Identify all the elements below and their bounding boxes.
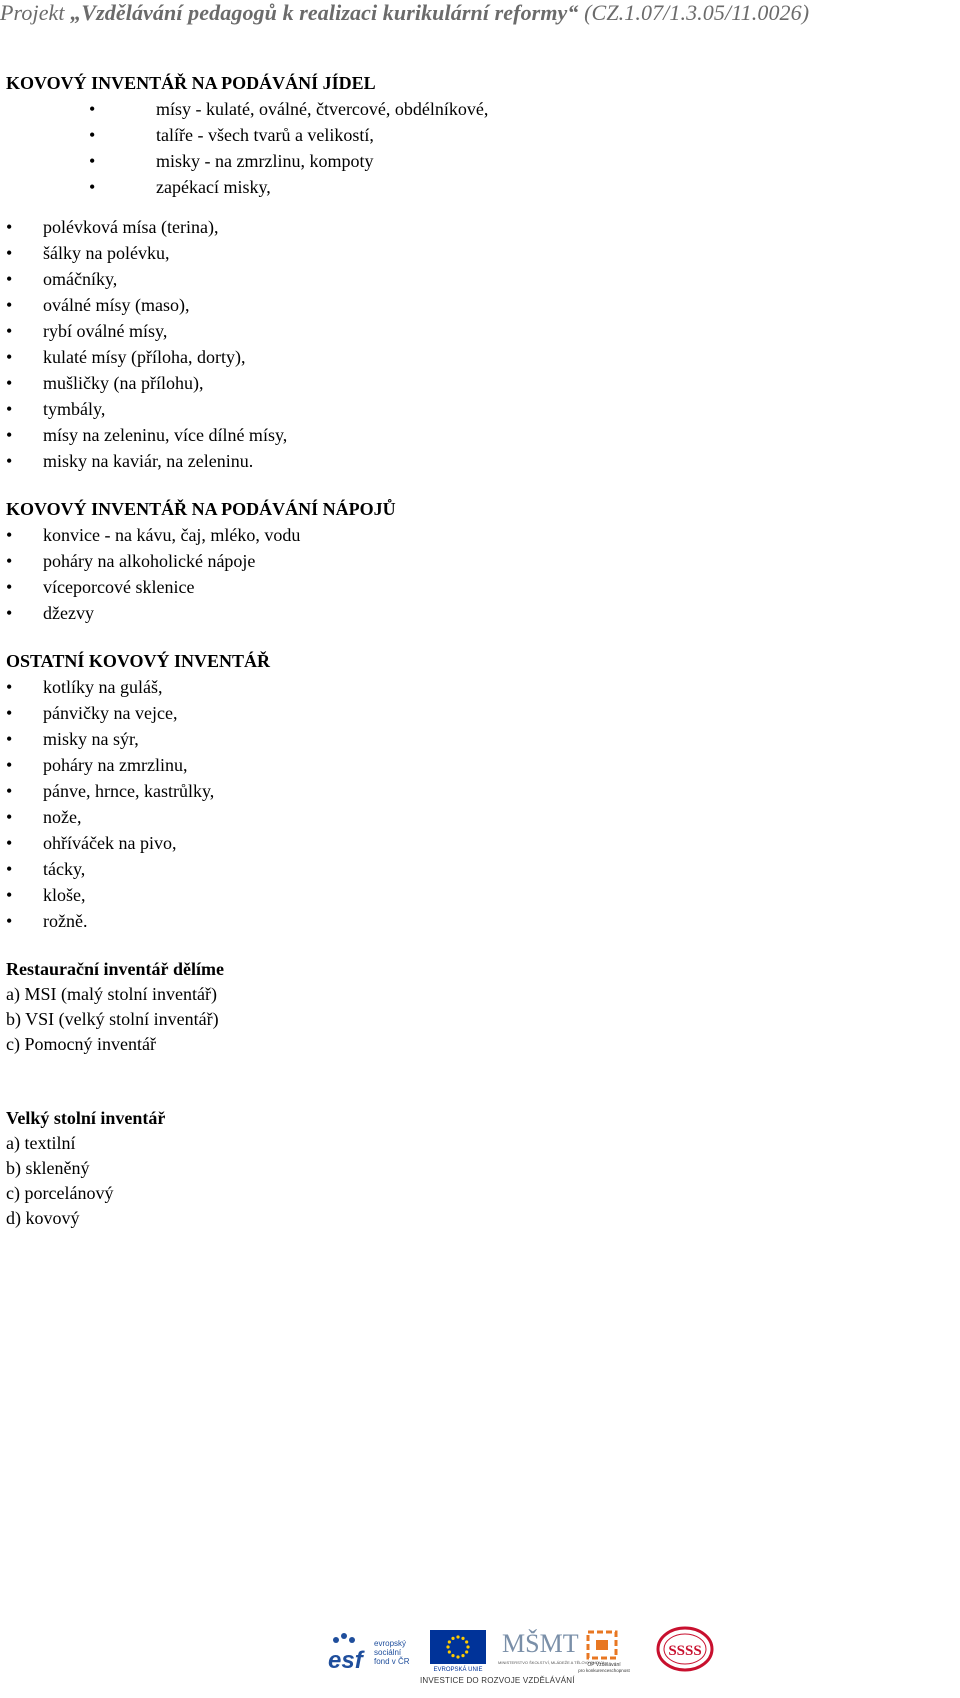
list-item: • poháry na zmrzlinu,	[6, 752, 946, 778]
list-item: • nože,	[6, 804, 946, 830]
text-line: a) textilní	[6, 1133, 76, 1153]
eu-star-icon	[451, 1637, 454, 1640]
text-line: b) VSI (velký stolní inventář)	[6, 1009, 219, 1029]
list-item: • kulaté mísy (příloha, dorty),	[6, 344, 946, 370]
list-item: • kloše,	[6, 882, 946, 908]
esf-caption: fond v ČR	[374, 1657, 410, 1666]
section-heading-other-metal: OSTATNÍ KOVOVÝ INVENTÁŘ	[6, 651, 271, 671]
op-caption: OP Vzdělávání	[587, 1662, 621, 1668]
list-item: • zapékací misky,	[6, 174, 946, 200]
text-line: c) Pomocný inventář	[6, 1034, 156, 1054]
eu-star-icon	[456, 1655, 459, 1658]
page-header	[0, 0, 960, 34]
footer-caption: INVESTICE DO ROZVOJE VZDĚLÁVÁNÍ	[420, 1676, 575, 1685]
list-item: • ohříváček na pivo,	[6, 830, 946, 856]
spacer	[6, 626, 946, 648]
spacer	[6, 474, 946, 496]
eu-star-icon	[451, 1654, 454, 1657]
spacer	[6, 200, 946, 214]
list-item: • tácky,	[6, 856, 946, 882]
list-item: • tymbály,	[6, 396, 946, 422]
footer-logo-bar	[326, 1624, 806, 1694]
op-vzdelavani-logo	[566, 1630, 642, 1674]
spacer	[6, 1057, 946, 1105]
eu-star-icon	[448, 1640, 451, 1643]
list-item: • misky na sýr,	[6, 726, 946, 752]
list-item: • talíře - všech tvarů a velikostí,	[6, 122, 946, 148]
list-item: • pánve, hrnce, kastrůlky,	[6, 778, 946, 804]
msmt-text: MŠMT	[502, 1629, 579, 1658]
esf-caption: evropský	[374, 1639, 407, 1648]
list-item: • pánvičky na vejce,	[6, 700, 946, 726]
school-logo	[656, 1626, 714, 1672]
esf-text: esf	[328, 1647, 363, 1674]
section-heading-large-table-inventory: Velký stolní inventář	[6, 1108, 166, 1128]
list-food-serving-main	[6, 96, 946, 200]
eu-star-icon	[465, 1640, 468, 1643]
list-item: • rožně.	[6, 908, 946, 934]
list-item: • šálky na polévku,	[6, 240, 946, 266]
header-project-code: (CZ.1.07/1.3.05/11.0026)	[578, 0, 810, 25]
list-drink-serving	[6, 522, 946, 626]
list-item: • misky na kaviár, na zeleninu.	[6, 448, 946, 474]
text-line: c) porcelánový	[6, 1183, 114, 1203]
esf-logo	[326, 1630, 414, 1672]
eu-star-icon	[461, 1654, 464, 1657]
section-heading-food-serving: KOVOVÝ INVENTÁŘ NA PODÁVÁNÍ JÍDEL	[6, 73, 376, 93]
list-item: • víceporcové sklenice	[6, 574, 946, 600]
eu-star-icon	[466, 1645, 469, 1648]
header-prefix: Projekt	[0, 0, 71, 25]
eu-star-icon	[446, 1645, 449, 1648]
list-item: • mušličky (na přílohu),	[6, 370, 946, 396]
spacer	[6, 934, 946, 956]
list-food-serving-other	[6, 214, 946, 474]
op-caption: pro konkurenceschopnost	[578, 1668, 630, 1673]
section-heading-restaurant-inventory: Restaurační inventář dělíme	[6, 959, 224, 979]
list-item: • mísy na zeleninu, více dílné mísy,	[6, 422, 946, 448]
list-item: • omáčníky,	[6, 266, 946, 292]
list-item: • džezvy	[6, 600, 946, 626]
section-heading-drink-serving: KOVOVÝ INVENTÁŘ NA PODÁVÁNÍ NÁPOJŮ	[6, 499, 396, 519]
text-line: b) skleněný	[6, 1158, 90, 1178]
list-item: • mísy - kulaté, oválné, čtvercové, obdélníkové,	[6, 96, 946, 122]
esf-caption: sociální	[374, 1648, 402, 1657]
school-logo-text: SSSS	[668, 1643, 702, 1659]
text-line: a) MSI (malý stolní inventář)	[6, 984, 217, 1004]
eu-flag-logo	[426, 1630, 490, 1672]
eu-star-icon	[456, 1635, 459, 1638]
header-project-title: „Vzdělávání pedagogů k realizaci kurikulární reformy“	[70, 0, 579, 25]
list-item: • poháry na alkoholické nápoje	[6, 548, 946, 574]
eu-star-icon	[465, 1650, 468, 1653]
list-item: • kotlíky na guláš,	[6, 674, 946, 700]
list-item: • oválné mísy (maso),	[6, 292, 946, 318]
eu-star-icon	[461, 1637, 464, 1640]
list-item: • rybí oválné mísy,	[6, 318, 946, 344]
list-item: • misky - na zmrzlinu, kompoty	[6, 148, 946, 174]
eu-caption: EVROPSKÁ UNIE	[433, 1667, 483, 1673]
list-item: • polévková mísa (terina),	[6, 214, 946, 240]
text-line: d) kovový	[6, 1208, 80, 1228]
list-other-metal	[6, 674, 946, 934]
document-body	[6, 70, 946, 1231]
list-item: • konvice - na kávu, čaj, mléko, vodu	[6, 522, 946, 548]
msmt-caption: MINISTERSTVO ŠKOLSTVÍ, MLÁDEŽE A TĚLOVÝCHOVY	[498, 1660, 605, 1665]
eu-star-icon	[448, 1650, 451, 1653]
